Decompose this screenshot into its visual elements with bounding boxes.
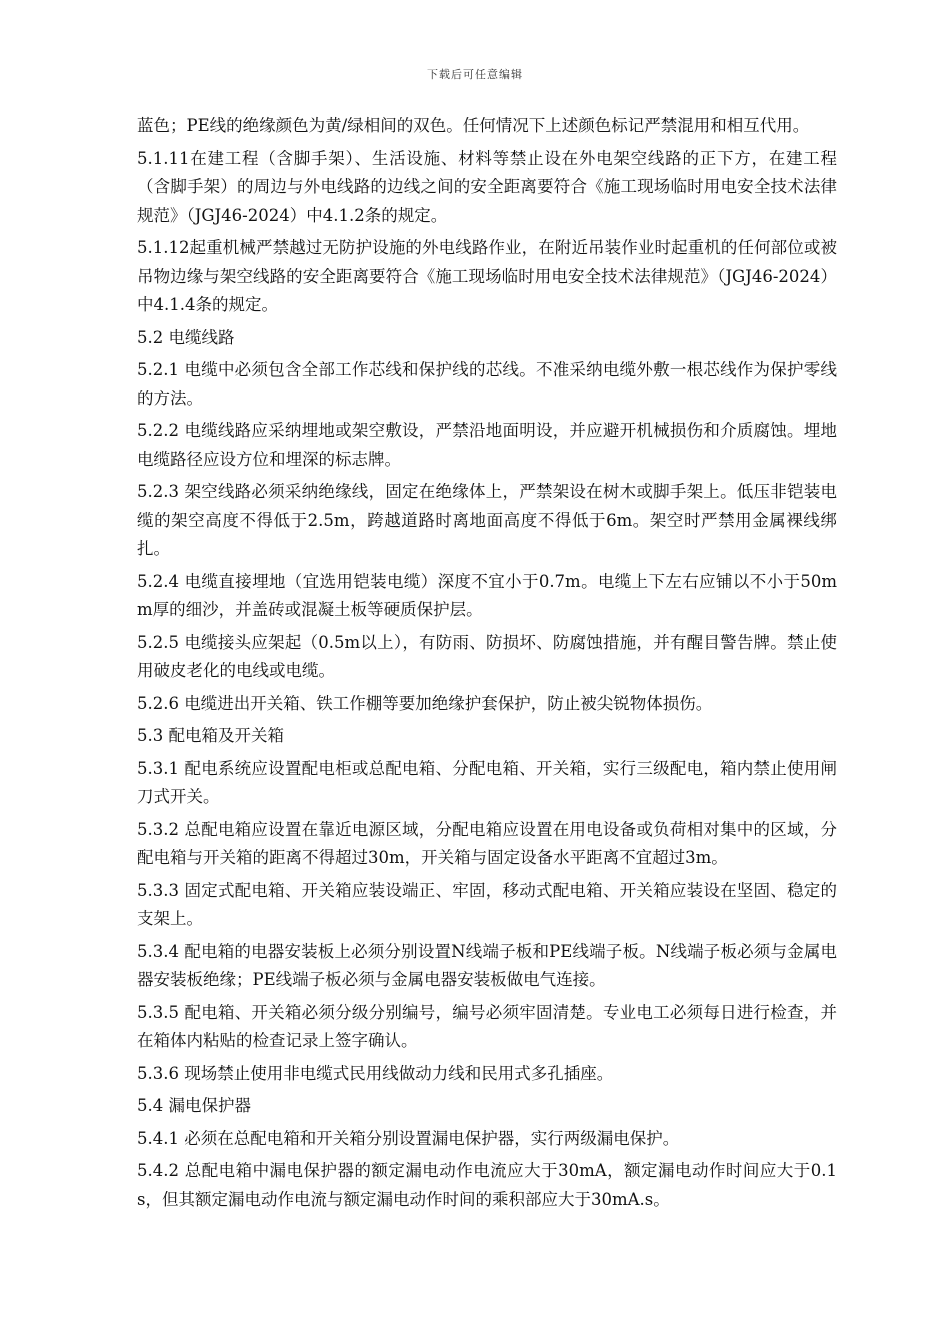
document-body (137, 112, 837, 1218)
section-heading-5-4: 5.4 漏电保护器 (137, 1096, 251, 1115)
paragraph-5-2-1: 5.2.1 电缆中必须包含全部工作芯线和保护线的芯线。不准采纳电缆外敷一根芯线作为保护零线的方法。 (137, 360, 837, 408)
page-header: 下载后可任意编辑 (427, 68, 523, 81)
paragraph-5-3-3: 5.3.3 固定式配电箱、开关箱应装设端正、牢固，移动式配电箱、开关箱应装设在坚固、稳定的支架上。 (137, 880, 837, 928)
paragraph-5-3-5: 5.3.5 配电箱、开关箱必须分级分别编号，编号必须牢固清楚。专业电工必须每日进行检查，并在箱体内粘贴的检查记录上签字确认。 (137, 1002, 837, 1050)
paragraph-5-2-3: 5.2.3 架空线路必须采纳绝缘线，固定在绝缘体上，严禁架设在树木或脚手架上。低压非铠装电缆的架空高度不得低于2.5m，跨越道路时离地面高度不得低于6m。架空时严禁用金属裸线绑扎。 (137, 482, 837, 558)
paragraph-5-2-2: 5.2.2 电缆线路应采纳埋地或架空敷设，严禁沿地面明设，并应避开机械损伤和介质腐蚀。埋地电缆路径应设方位和埋深的标志牌。 (137, 421, 837, 469)
paragraph-5-3-2: 5.3.2 总配电箱应设置在靠近电源区域，分配电箱应设置在用电设备或负荷相对集中的区域，分配电箱与开关箱的距离不得超过30m，开关箱与固定设备水平距离不宜超过3m。 (137, 819, 837, 867)
paragraph-5-2-5: 5.2.5 电缆接头应架起（0.5m以上），有防雨、防损坏、防腐蚀措施，并有醒目警告牌。禁止使用破皮老化的电线或电缆。 (137, 632, 837, 680)
paragraph-5-3-1: 5.3.1 配电系统应设置配电柜或总配电箱、分配电箱、开关箱，实行三级配电，箱内禁止使用闸刀式开关。 (137, 758, 837, 806)
paragraph-5-3-4: 5.3.4 配电箱的电器安装板上必须分别设置N线端子板和PE线端子板。N线端子板必须与金属电器安装板绝缘；PE线端子板必须与金属电器安装板做电气连接。 (137, 941, 837, 989)
paragraph-5-1-11: 5.1.11在建工程（含脚手架）、生活设施、材料等禁止设在外电架空线路的正下方，在建工程（含脚手架）的周边与外电线路的边线之间的安全距离要符合《施工现场临时用电安全技术法律规范》（JGJ46-2024）中4.1.2条的规定。 (137, 148, 837, 225)
section-heading-5-2: 5.2 电缆线路 (137, 327, 235, 347)
paragraph-5-4-2: 5.4.2 总配电箱中漏电保护器的额定漏电动作电流应大于30mA，额定漏电动作时间应大于0.1s，但其额定漏电动作电流与额定漏电动作时间的乘积部应大于30mA.s。 (137, 1161, 837, 1209)
paragraph-5-2-6: 5.2.6 电缆进出开关箱、铁工作棚等要加绝缘护套保护，防止被尖锐物体损伤。 (137, 693, 713, 713)
section-heading-5-3: 5.3 配电箱及开关箱 (137, 726, 284, 745)
paragraph-5-3-6: 5.3.6 现场禁止使用非电缆式民用线做动力线和民用式多孔插座。 (137, 1063, 614, 1083)
paragraph-5-2-4: 5.2.4 电缆直接埋地（宜选用铠装电缆）深度不宜小于0.7m。电缆上下左右应铺以不小于50mm厚的细沙，并盖砖或混凝土板等硬质保护层。 (137, 571, 837, 619)
paragraph-5-1-12: 5.1.12起重机械严禁越过无防护设施的外电线路作业，在附近吊装作业时起重机的任何部位或被吊物边缘与架空线路的安全距离要符合《施工现场临时用电安全技术法律规范》（JGJ46-2024）中4.1.4条的规定。 (137, 238, 837, 314)
paragraph-continuation: 蓝色；PE线的绝缘颜色为黄/绿相间的双色。任何情况下上述颜色标记严禁混用和相互代用。 (137, 116, 810, 135)
paragraph-5-4-1: 5.4.1 必须在总配电箱和开关箱分别设置漏电保护器，实行两级漏电保护。 (137, 1128, 680, 1148)
